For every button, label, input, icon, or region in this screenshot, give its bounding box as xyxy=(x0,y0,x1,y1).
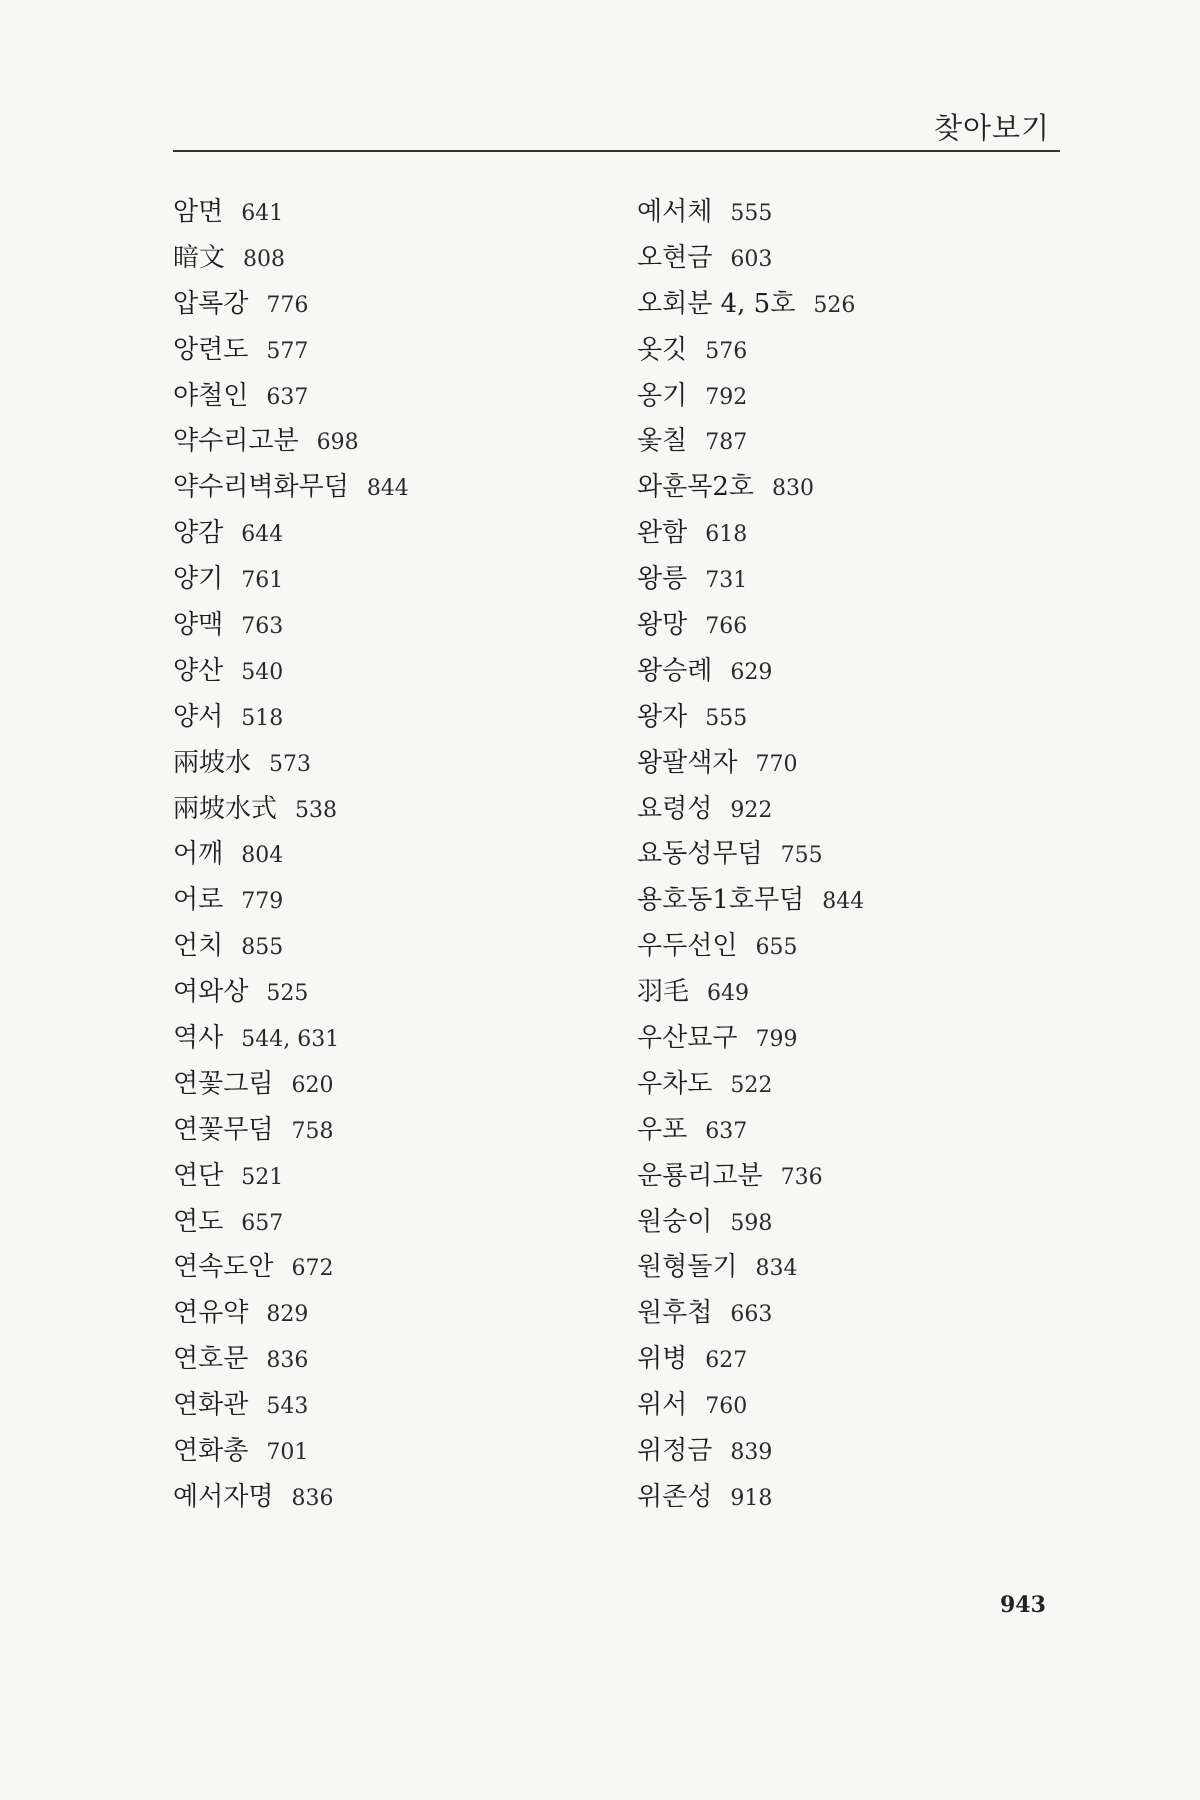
index-page-ref: 844 xyxy=(822,889,865,915)
index-page-ref: 701 xyxy=(266,1440,309,1466)
index-term: 어깨 xyxy=(173,839,224,870)
index-entry xyxy=(637,741,864,787)
index-entry xyxy=(637,1062,864,1108)
index-term: 옹기 xyxy=(637,380,688,411)
index-entry xyxy=(173,832,409,878)
index-page-ref: 620 xyxy=(291,1072,334,1098)
index-page-ref: 663 xyxy=(730,1302,773,1328)
index-page-ref: 603 xyxy=(730,246,773,272)
index-page-ref: 829 xyxy=(266,1302,309,1328)
index-entry xyxy=(173,1200,409,1246)
index-entry xyxy=(173,741,409,787)
index-entry xyxy=(637,465,864,511)
index-term: 양기 xyxy=(173,564,224,595)
index-page-ref: 543 xyxy=(266,1394,309,1420)
index-page-ref: 618 xyxy=(705,522,748,548)
index-term: 양산 xyxy=(173,655,224,686)
index-term: 연호문 xyxy=(173,1344,249,1375)
index-entry xyxy=(637,832,864,878)
index-entry xyxy=(637,1016,864,1062)
index-page-ref: 555 xyxy=(730,201,773,226)
index-term: 옷깃 xyxy=(637,334,688,365)
index-term: 연꽃그림 xyxy=(173,1068,274,1099)
index-entry xyxy=(173,1475,409,1521)
index-entry xyxy=(173,1291,409,1337)
index-term: 暗文 xyxy=(173,242,226,273)
index-entry xyxy=(637,1383,864,1429)
index-column-right xyxy=(637,190,864,1521)
index-entry xyxy=(173,1245,409,1291)
index-entry xyxy=(637,328,864,374)
index-page-ref: 629 xyxy=(730,659,773,685)
index-entry xyxy=(173,557,409,603)
index-entry xyxy=(637,557,864,603)
index-term: 언치 xyxy=(173,931,224,962)
index-entry xyxy=(637,1475,864,1521)
index-term: 위서 xyxy=(637,1390,688,1421)
index-page-ref: 808 xyxy=(243,246,286,272)
index-term: 위병 xyxy=(637,1344,688,1375)
index-term: 약수리벽화무덤 xyxy=(173,472,349,503)
index-entry xyxy=(637,649,864,695)
index-entry xyxy=(637,419,864,465)
index-term: 연유약 xyxy=(173,1298,249,1329)
index-entry xyxy=(637,1429,864,1475)
index-entry xyxy=(173,970,409,1016)
index-entry xyxy=(173,1383,409,1429)
index-page-ref: 787 xyxy=(705,430,748,456)
index-term: 연속도안 xyxy=(173,1252,274,1283)
index-page-ref: 760 xyxy=(705,1394,748,1420)
index-term: 왕릉 xyxy=(637,564,688,595)
index-term: 용호동1호무덤 xyxy=(637,885,805,916)
index-page-ref: 804 xyxy=(241,843,284,869)
index-entry xyxy=(173,878,409,924)
index-page-ref: 770 xyxy=(755,751,798,777)
index-entry xyxy=(637,1154,864,1200)
index-term: 여와상 xyxy=(173,977,249,1008)
index-entry xyxy=(173,328,409,374)
index-entry xyxy=(637,603,864,649)
index-entry xyxy=(173,1154,409,1200)
index-page-ref: 844 xyxy=(366,476,409,502)
index-term: 연화관 xyxy=(173,1390,249,1421)
index-term: 와훈목2호 xyxy=(637,472,755,503)
index-page-ref: 525 xyxy=(266,981,309,1007)
index-term: 왕승례 xyxy=(637,655,713,686)
index-term: 연도 xyxy=(173,1206,224,1237)
running-header-title: 찾아보기 xyxy=(933,111,1050,145)
index-entry xyxy=(173,465,409,511)
index-term: 완함 xyxy=(637,518,688,549)
index-page-ref: 576 xyxy=(705,338,748,364)
index-page-ref: 655 xyxy=(755,935,798,961)
index-entry xyxy=(637,190,864,236)
index-entry xyxy=(173,924,409,970)
index-entry xyxy=(173,1062,409,1108)
index-term: 암면 xyxy=(173,197,224,227)
index-entry xyxy=(173,603,409,649)
index-entry xyxy=(637,970,864,1016)
index-term: 예서체 xyxy=(637,197,713,227)
index-page-ref: 799 xyxy=(755,1027,798,1053)
index-page-ref: 830 xyxy=(772,476,815,502)
index-entry xyxy=(637,1108,864,1154)
index-entry xyxy=(173,282,409,328)
index-entry xyxy=(637,1200,864,1246)
index-term: 어로 xyxy=(173,885,224,916)
index-entry xyxy=(637,695,864,741)
page-number: 943 xyxy=(1000,1592,1046,1618)
index-page-ref: 649 xyxy=(707,981,750,1007)
index-entry xyxy=(637,511,864,557)
index-term: 연단 xyxy=(173,1160,224,1191)
index-column-left xyxy=(173,190,409,1521)
index-page-ref: 627 xyxy=(705,1348,748,1374)
index-entry xyxy=(637,236,864,282)
index-term: 역사 xyxy=(173,1023,224,1054)
index-page-ref: 758 xyxy=(291,1118,334,1144)
index-entry xyxy=(173,190,409,236)
index-term: 왕망 xyxy=(637,610,688,641)
index-entry xyxy=(173,695,409,741)
index-page-ref: 555 xyxy=(705,705,748,731)
index-term: 우산묘구 xyxy=(637,1023,738,1054)
index-page-ref: 836 xyxy=(291,1485,334,1511)
index-page-ref: 731 xyxy=(705,568,748,594)
index-term: 원형돌기 xyxy=(637,1252,738,1283)
index-entry xyxy=(173,1108,409,1154)
index-page-ref: 641 xyxy=(241,201,284,226)
index-page-ref: 736 xyxy=(780,1164,823,1190)
index-page-ref: 544, 631 xyxy=(241,1027,340,1053)
index-term: 兩坡水 xyxy=(173,747,252,778)
index-page-ref: 598 xyxy=(730,1210,773,1236)
index-term: 兩坡水式 xyxy=(173,793,278,824)
index-entry xyxy=(173,1429,409,1475)
index-page-ref: 518 xyxy=(241,705,284,731)
index-page-ref: 577 xyxy=(266,338,309,364)
index-term: 우차도 xyxy=(637,1068,713,1099)
index-page-ref: 918 xyxy=(730,1485,773,1511)
index-page-ref: 755 xyxy=(780,843,823,869)
index-term: 양서 xyxy=(173,701,224,732)
index-term: 羽毛 xyxy=(637,977,690,1008)
index-page-ref: 836 xyxy=(266,1348,309,1374)
index-term: 앙련도 xyxy=(173,334,249,365)
index-page-ref: 698 xyxy=(316,430,359,456)
index-entry xyxy=(173,374,409,420)
index-term: 양맥 xyxy=(173,610,224,641)
index-entry xyxy=(173,236,409,282)
index-term: 요령성 xyxy=(637,793,713,824)
index-page-ref: 540 xyxy=(241,659,284,685)
index-page-ref: 573 xyxy=(269,751,312,777)
index-term: 압록강 xyxy=(173,288,249,319)
index-page-ref: 761 xyxy=(241,568,284,594)
index-term: 원후첩 xyxy=(637,1298,713,1329)
index-page-ref: 526 xyxy=(813,292,856,318)
index-entry xyxy=(637,1245,864,1291)
index-page-ref: 522 xyxy=(730,1072,773,1098)
index-term: 우포 xyxy=(637,1114,688,1145)
index-term: 연꽃무덤 xyxy=(173,1114,274,1145)
index-term: 연화총 xyxy=(173,1436,249,1467)
index-page-ref: 657 xyxy=(241,1210,284,1236)
index-page-ref: 776 xyxy=(266,292,309,318)
index-entry xyxy=(173,1016,409,1062)
index-page-ref: 855 xyxy=(241,935,284,961)
index-page-ref: 766 xyxy=(705,614,748,640)
index-term: 우두선인 xyxy=(637,931,738,962)
index-entry xyxy=(637,1291,864,1337)
index-term: 양감 xyxy=(173,518,224,549)
index-entry xyxy=(173,787,409,833)
index-entry xyxy=(173,649,409,695)
index-term: 왕팔색자 xyxy=(637,747,738,778)
index-page-ref: 922 xyxy=(730,797,773,823)
index-page-ref: 672 xyxy=(291,1256,334,1282)
index-page-ref: 792 xyxy=(705,384,748,410)
index-entry xyxy=(173,419,409,465)
index-entry xyxy=(637,282,864,328)
index-page-ref: 644 xyxy=(241,522,284,548)
index-entry xyxy=(173,1337,409,1383)
header-rule xyxy=(173,150,1060,152)
index-term: 운룡리고분 xyxy=(637,1160,763,1191)
index-page-ref: 763 xyxy=(241,614,284,640)
index-term: 예서자명 xyxy=(173,1481,274,1512)
index-entry xyxy=(637,878,864,924)
index-term: 약수리고분 xyxy=(173,426,299,457)
index-entry xyxy=(637,1337,864,1383)
index-page-ref: 538 xyxy=(295,797,338,823)
index-page-ref: 779 xyxy=(241,889,284,915)
index-term: 야철인 xyxy=(173,380,249,411)
index-term: 왕자 xyxy=(637,701,688,732)
index-entry xyxy=(637,924,864,970)
index-term: 원숭이 xyxy=(637,1206,713,1237)
index-term: 위정금 xyxy=(637,1436,713,1467)
index-page-ref: 834 xyxy=(755,1256,798,1282)
index-term: 오현금 xyxy=(637,242,713,273)
index-term: 위존성 xyxy=(637,1481,713,1512)
index-page-ref: 637 xyxy=(705,1118,748,1144)
index-entry xyxy=(173,511,409,557)
index-term: 요동성무덤 xyxy=(637,839,763,870)
index-term: 오회분 4, 5호 xyxy=(637,288,796,319)
index-entry xyxy=(637,787,864,833)
index-term: 옻칠 xyxy=(637,426,688,457)
index-page-ref: 637 xyxy=(266,384,309,410)
index-page-ref: 839 xyxy=(730,1440,773,1466)
index-entry xyxy=(637,374,864,420)
index-page-ref: 521 xyxy=(241,1164,284,1190)
